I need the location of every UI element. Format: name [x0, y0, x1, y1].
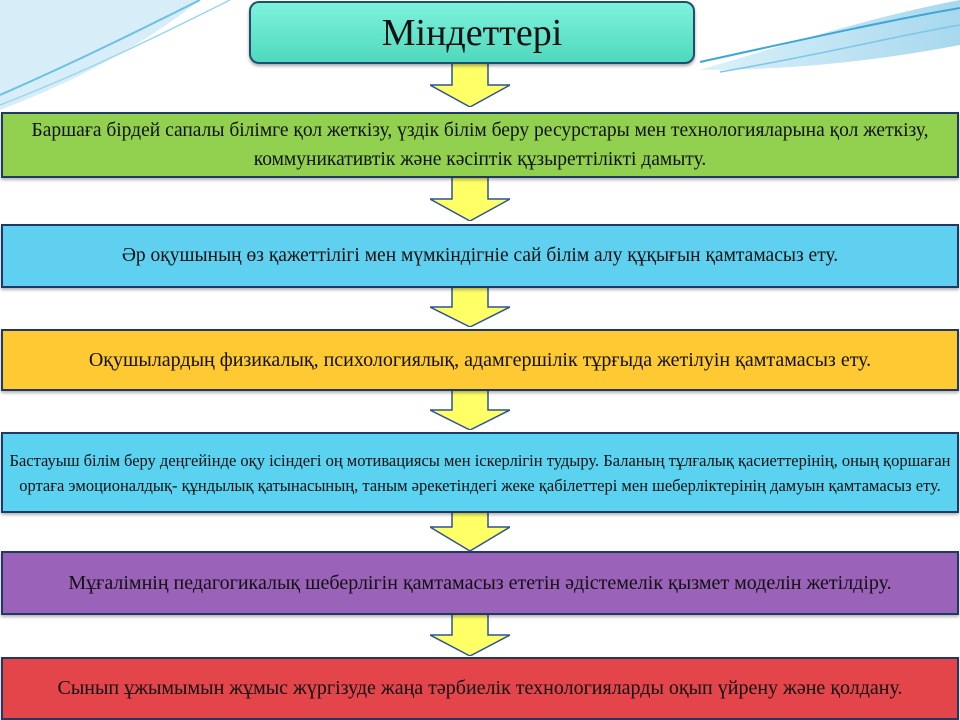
task-box-6 — [1, 657, 959, 720]
task-text-3: Оқушылардың физикалық, психологиялық, адамгершілік тұрғыда жетілуін қамтамасыз ету. — [88, 349, 872, 371]
down-arrow-icon — [430, 63, 510, 107]
task-box-4 — [1, 432, 959, 513]
down-arrow-icon — [430, 287, 510, 327]
down-arrow-icon — [430, 390, 510, 430]
title-box — [249, 1, 695, 64]
task-text-2: Әр оқушының өз қажеттілігі мен мүмкіндігніе сай білім алу құқығын қамтамасыз ету. — [121, 245, 839, 266]
swoosh-right — [700, 0, 960, 70]
task-box-2 — [1, 224, 959, 288]
task-text-1: Баршаға бірдей сапалы білімге қол жеткізу, үздік білім беру ресурстары мен технологияларына қол жеткізу, коммуникативтік және кәсіптік құзыреттілікті дамыту. — [31, 120, 929, 170]
task-box-3 — [1, 329, 959, 391]
task-box-1 — [1, 112, 959, 178]
page-title: Міндеттері — [381, 11, 563, 54]
task-text-5: Мұғалімнің педагогикалық шеберлігін қамтамасыз ететін әдістемелік қызмет моделін жетілдіру. — [68, 572, 892, 594]
task-text-6: Сынып ұжымымын жұмыс жүргізуде жаңа тәрбиелік технологияларды оқып үйрену және қолдану. — [57, 677, 903, 699]
down-arrow-icon — [430, 177, 510, 221]
task-box-5 — [1, 551, 959, 615]
task-text-4: Бастауыш білім беру деңгейінде оқу ісіндегі оң мотивациясы мен іскерлігін тудыру. Баланың тұлғалық қасиеттерінің, оның қоршаған ортаға эмоционалдық- құндылық қатынасының, таным әрекетіндегі жеке қабілеттері мен шеберліктерінің дамуын қамтамасыз ету. — [9, 450, 951, 495]
down-arrow-icon — [430, 614, 510, 656]
